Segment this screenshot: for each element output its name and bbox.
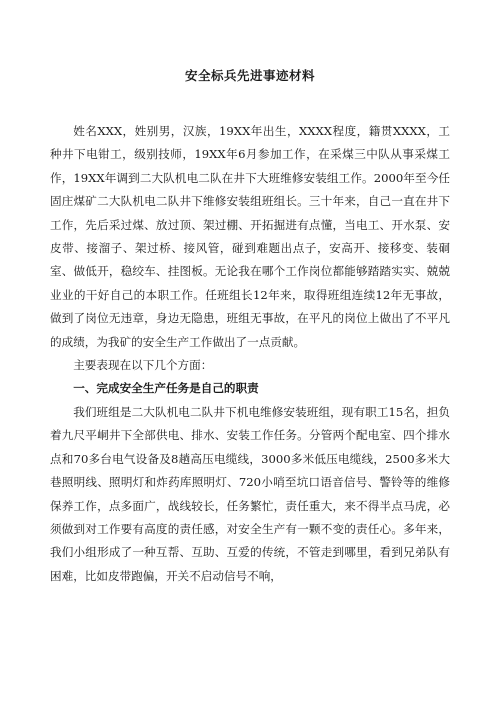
section-heading-1: 一、完成安全生产任务是自己的职责	[73, 381, 259, 396]
paragraph-intro: 姓名XXX，姓别男，汉族，19XX年出生，XXXX程度，籍贯XXXX，工种井下电钳工，级别技师，19XX年6月参加工作，在采煤三中队从事采煤工作，19XX年调到二大队机电二队在井下大班维修安装组工作。2000年至今任固庄煤矿二大队机电二队井下维修安装组班组长。三十年来，自己一直在井下工作，先后采过煤、放过顶、架过棚、开拓掘进有点懂，当电工、开水泵、安皮带、接溜子、架过桥、接风管，碰到难题出点子，安高开、接移变、装硐室、做低开，稳绞车、挂图板。无论我在哪个工作岗位都能够踏踏实实、兢兢业业的干好自己的本职工作。任班组长12年来，取得班组连续12年无事故，做到了岗位无违章，身边无隐患，班组无事故，在平凡的岗位上做出了不平凡的成绩，为我矿的安全生产工作做出了一点贡献。	[50, 124, 450, 349]
document-title: 安全标兵先进事迹材料	[184, 68, 315, 83]
paragraph-summary: 主要表现在以下几个方面：	[73, 358, 213, 373]
document-body	[50, 120, 450, 588]
paragraph-section-1: 我们班组是二大队机电二队井下机电维修安装班组，现有职工15名，担负着九尺平峒井下全部供电、排水、安装工作任务。分管两个配电室、四个排水点和70多台电气设备及8趟高压电缆线，3000多米低压电缆线，2500多米大巷照明线、照明灯和炸药库照明灯、720小哨至坑口语音信号、警铃等的维修保养工作，点多面广，战线较长，任务繁忙，责任重大，来不得半点马虎，必须做到对工作要有高度的责任感，对安全生产有一颗不变的责任心。多年来，我们小组形成了一种互帮、互助、互爱的传统，不管走到哪里，看到兄弟队有困难，比如皮带跑偏，开关不启动信号不响，	[50, 404, 450, 583]
